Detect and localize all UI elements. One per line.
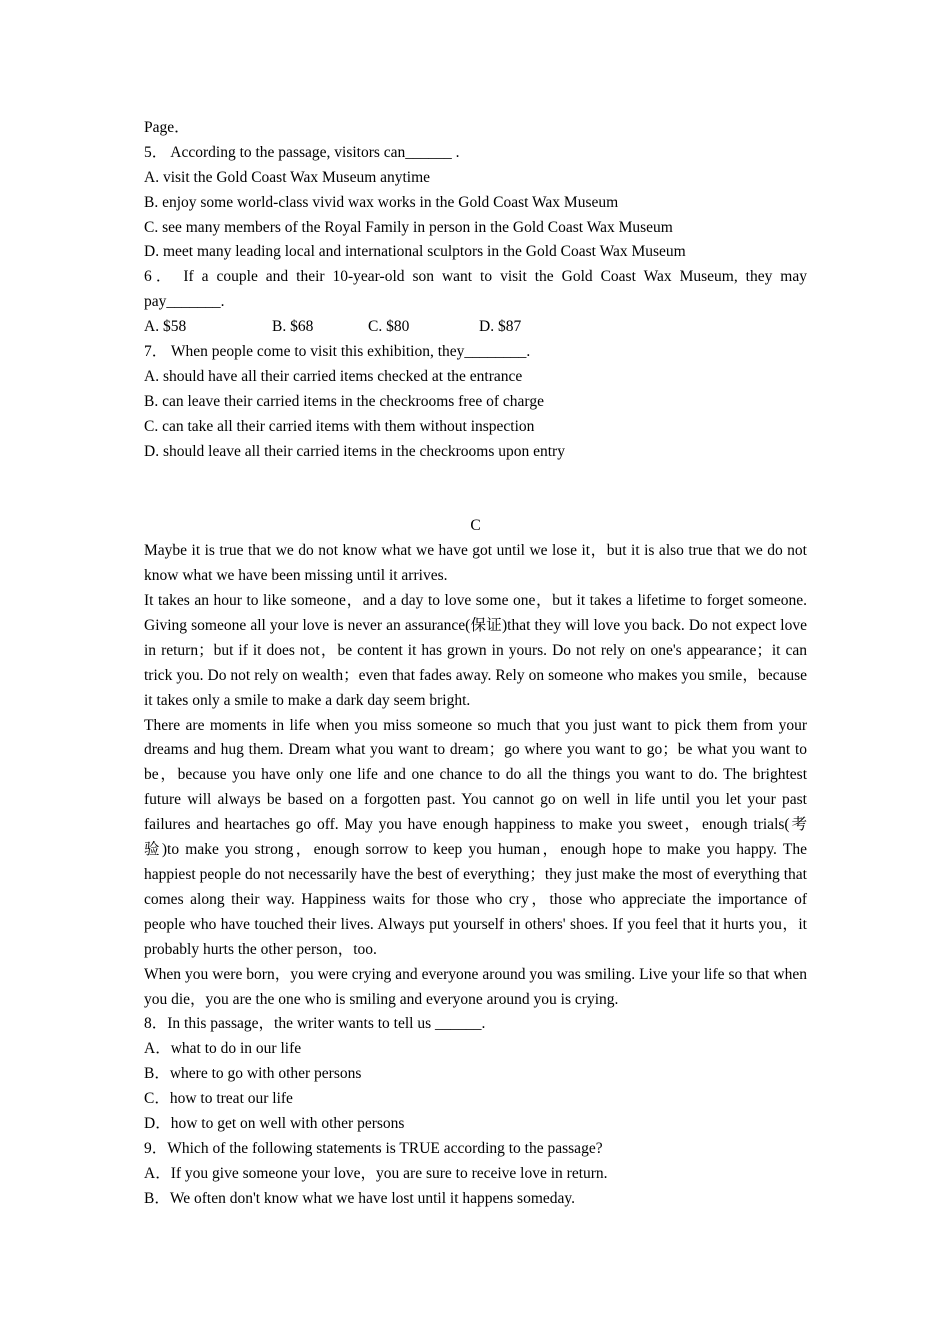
question-stem: 9．Which of the following statements is TRUE according to the passage? (144, 1139, 603, 1157)
previous-page-fragment: Page． (144, 119, 190, 136)
option-c: C．how to treat our life (144, 1090, 293, 1108)
option-b: B. enjoy some world-class vivid wax works in the Gold Coast Wax Museum (144, 193, 619, 211)
passage-paragraph: There are moments in life when you miss someone so much that you just want to pick them from your dreams and hug them. Dream what you want to dream；go where you want to go；be what you want to be，because you have only one life and one chance to do all the things you want to do. The brightest future will always be based on a forgotten past. You cannot go on well in life until you let your past failures and heartaches go off. May you have enough happiness to make you sweet，enough trials(考验)to make you strong，enough sorrow to keep you human，enough hope to make you happy. The happiest people do not necessarily have the best of everything；they just make the most of everything that comes along their way. Happiness waits for those who cry，those who appreciate the importance of people who have touched their lives. Always put yourself in others' shoes. If you feel that it hurts you，it probably hurts the other person，too. (144, 716, 807, 958)
option-a: A．If you give someone your love，you are sure to receive love in return. (144, 1164, 608, 1182)
option-d: D. $87 (479, 318, 522, 336)
question-5 (144, 141, 807, 265)
section-title: C (470, 517, 481, 535)
question-9 (144, 1137, 807, 1212)
option-d: D. should leave all their carried items in the checkrooms upon entry (144, 442, 565, 460)
passage-paragraph: Maybe it is true that we do not know what we have got until we lose it，but it is also true that we do not know what we have been missing until it arrives. (144, 542, 807, 585)
options-row (144, 315, 807, 340)
section-spacer (144, 465, 807, 515)
passage-paragraph: When you were born，you were crying and everyone around you was smiling. Live your life so that when you die，you are the one who is smiling and everyone around you is crying. (144, 965, 807, 1008)
question-stem: 7． When people come to visit this exhibition, they________. (144, 343, 531, 361)
option-c: C. see many members of the Royal Family in person in the Gold Coast Wax Museum (144, 218, 673, 236)
option-a: A. visit the Gold Coast Wax Museum anytime (144, 168, 431, 186)
document-page (144, 116, 807, 1212)
option-a: A. $58 (144, 318, 187, 336)
option-d: D．how to get on well with other persons (144, 1114, 405, 1132)
question-8 (144, 1012, 807, 1136)
question-6 (144, 265, 807, 340)
option-b: B. $68 (272, 318, 314, 336)
option-c: C. can take all their carried items with them without inspection (144, 417, 535, 435)
passage-paragraph: It takes an hour to like someone，and a day to love some one，but it takes a lifetime to forget someone. Giving someone all your love is never an assurance(保证)that they will love you back. Do not expect love in return；but if it does not，be content it has grown in yours. Do not rely on one's appearance；it can trick you. Do not rely on wealth；even that fades away. Rely on someone who makes you smile，because it takes only a smile to make a dark day seem bright. (144, 592, 807, 709)
question-7 (144, 340, 807, 464)
option-b: B．We often don't know what we have lost until it happens someday. (144, 1189, 576, 1207)
option-b: B. can leave their carried items in the checkrooms free of charge (144, 392, 544, 410)
question-stem: 8．In this passage，the writer wants to tell us ______. (144, 1015, 486, 1033)
question-stem: 6． If a couple and their 10-year-old son want to visit the Gold Coast Wax Museum, they may pay_______. (144, 268, 807, 311)
option-c: C. $80 (368, 318, 410, 336)
option-b: B．where to go with other persons (144, 1065, 362, 1083)
option-a: A. should have all their carried items checked at the entrance (144, 367, 523, 385)
question-stem: 5． According to the passage, visitors can______ . (144, 143, 460, 161)
option-d: D. meet many leading local and international sculptors in the Gold Coast Wax Museum (144, 243, 686, 261)
section-c (144, 514, 807, 1012)
option-a: A．what to do in our life (144, 1040, 302, 1058)
